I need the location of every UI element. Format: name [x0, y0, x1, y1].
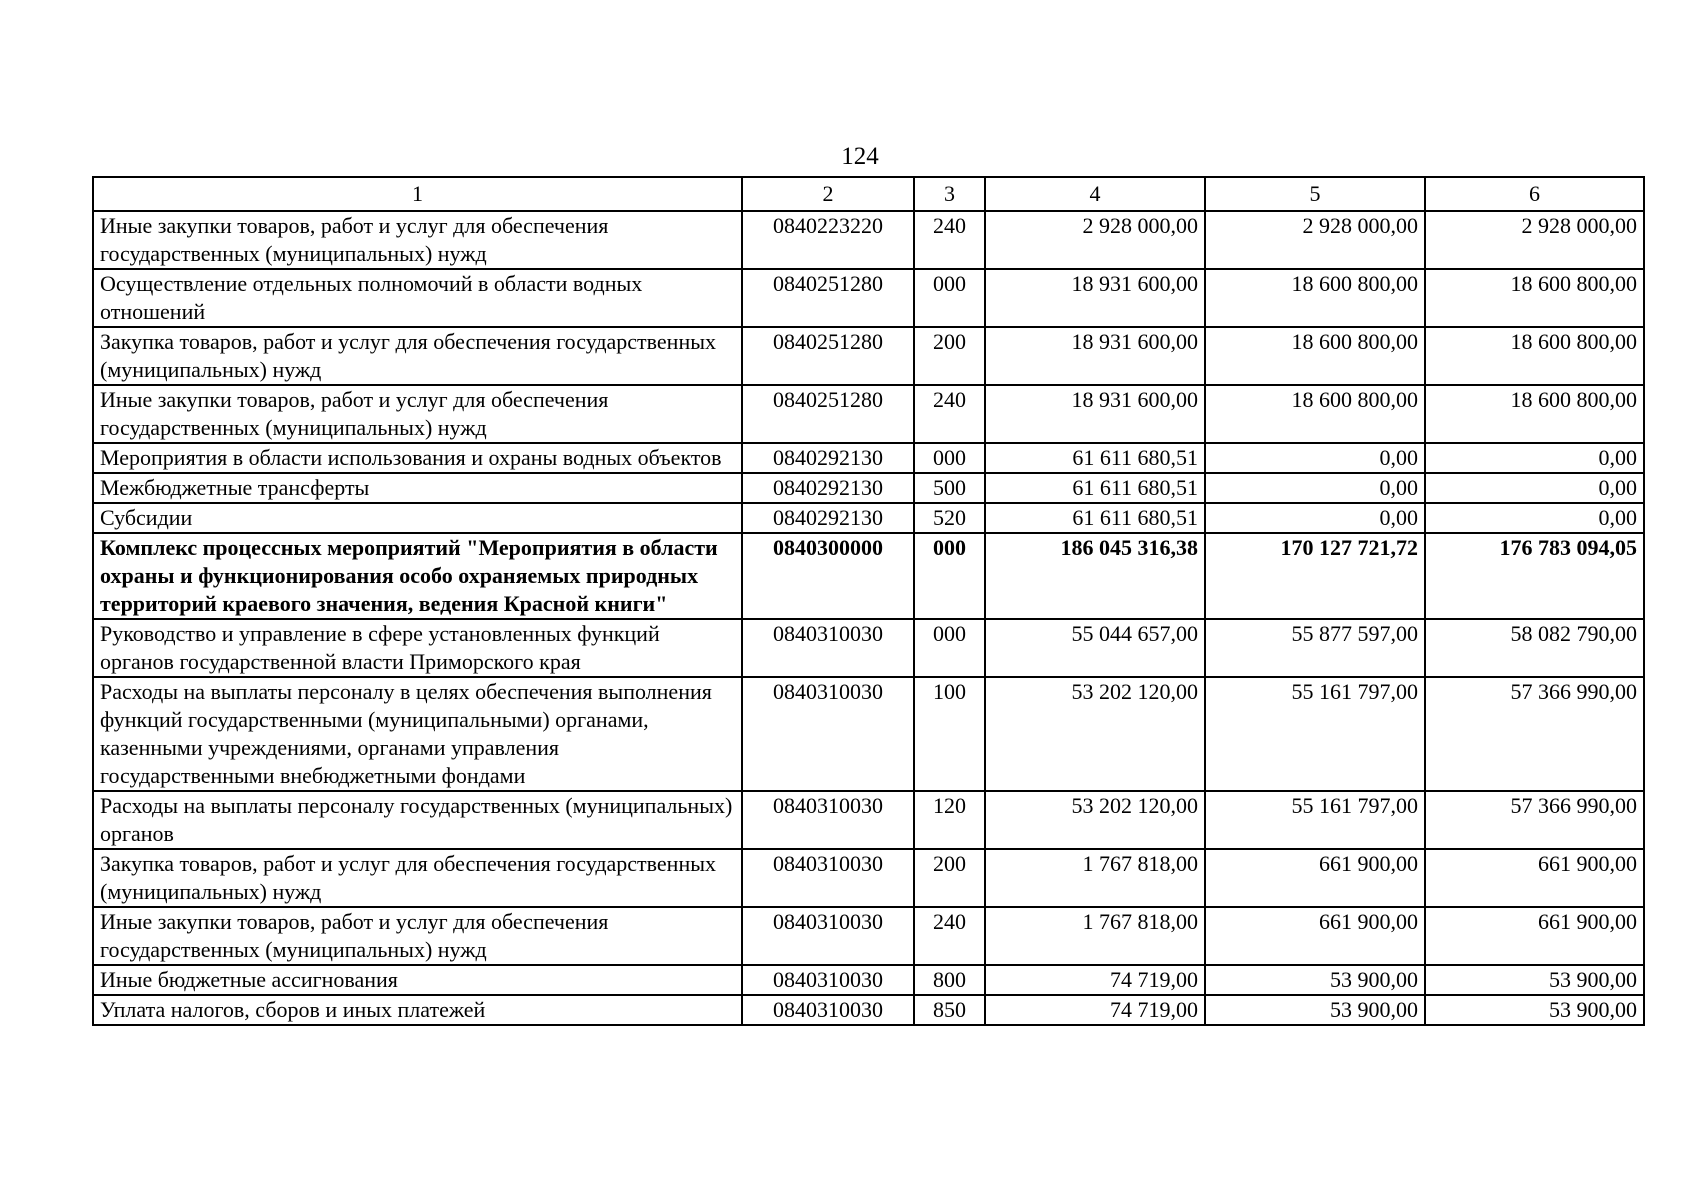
row-name-cell: Комплекс процессных мероприятий "Мероприятия в области охраны и функционирования особо охраняемых природных территорий краевого значения, ведения Красной книги" [93, 533, 742, 619]
row-name-cell: Иные бюджетные ассигнования [93, 965, 742, 995]
table-row [93, 327, 1644, 385]
column-header-6: 6 [1425, 177, 1644, 211]
row-value-col6: 0,00 [1425, 473, 1644, 503]
row-code-cell: 0840292130 [742, 503, 914, 533]
row-code-cell: 0840223220 [742, 211, 914, 269]
row-value-col6: 18 600 800,00 [1425, 269, 1644, 327]
row-type-cell: 100 [914, 677, 985, 791]
row-value-col5: 55 161 797,00 [1205, 791, 1425, 849]
row-code-cell: 0840251280 [742, 269, 914, 327]
row-code-cell: 0840310030 [742, 965, 914, 995]
row-value-col5: 55 161 797,00 [1205, 677, 1425, 791]
row-value-col5: 170 127 721,72 [1205, 533, 1425, 619]
row-code-cell: 0840251280 [742, 385, 914, 443]
row-code-cell: 0840292130 [742, 473, 914, 503]
row-name-cell: Иные закупки товаров, работ и услуг для обеспечения государственных (муниципальных) нужд [93, 907, 742, 965]
row-name-cell: Руководство и управление в сфере установленных функций органов государственной власти Приморского края [93, 619, 742, 677]
table-row [93, 995, 1644, 1025]
row-value-col6: 661 900,00 [1425, 849, 1644, 907]
column-header-1: 1 [93, 177, 742, 211]
table-row [93, 533, 1644, 619]
row-value-col6: 18 600 800,00 [1425, 327, 1644, 385]
row-code-cell: 0840310030 [742, 995, 914, 1025]
row-value-col5: 661 900,00 [1205, 849, 1425, 907]
table-row [93, 907, 1644, 965]
row-code-cell: 0840310030 [742, 677, 914, 791]
table-row [93, 849, 1644, 907]
row-code-cell: 0840300000 [742, 533, 914, 619]
row-value-col6: 2 928 000,00 [1425, 211, 1644, 269]
row-value-col4: 53 202 120,00 [985, 677, 1205, 791]
row-code-cell: 0840292130 [742, 443, 914, 473]
column-header-5: 5 [1205, 177, 1425, 211]
row-code-cell: 0840310030 [742, 791, 914, 849]
row-value-col5: 0,00 [1205, 473, 1425, 503]
row-value-col5: 55 877 597,00 [1205, 619, 1425, 677]
row-value-col5: 18 600 800,00 [1205, 269, 1425, 327]
row-value-col4: 61 611 680,51 [985, 473, 1205, 503]
table-row [93, 211, 1644, 269]
row-name-cell: Расходы на выплаты персоналу в целях обеспечения выполнения функций государственными (муниципальными) органами, казенными учреждениями, органами управления государственными внебюджетными фондами [93, 677, 742, 791]
row-value-col5: 18 600 800,00 [1205, 385, 1425, 443]
table-row [93, 791, 1644, 849]
row-code-cell: 0840310030 [742, 849, 914, 907]
budget-table [92, 176, 1645, 1026]
row-name-cell: Мероприятия в области использования и охраны водных объектов [93, 443, 742, 473]
table-row [93, 677, 1644, 791]
row-value-col5: 53 900,00 [1205, 965, 1425, 995]
row-type-cell: 200 [914, 327, 985, 385]
row-value-col6: 58 082 790,00 [1425, 619, 1644, 677]
row-value-col4: 1 767 818,00 [985, 907, 1205, 965]
table-row [93, 619, 1644, 677]
row-value-col5: 53 900,00 [1205, 995, 1425, 1025]
table-row [93, 473, 1644, 503]
row-value-col6: 18 600 800,00 [1425, 385, 1644, 443]
row-value-col6: 176 783 094,05 [1425, 533, 1644, 619]
row-code-cell: 0840310030 [742, 907, 914, 965]
row-value-col6: 0,00 [1425, 443, 1644, 473]
row-name-cell: Расходы на выплаты персоналу государственных (муниципальных) органов [93, 791, 742, 849]
row-value-col5: 661 900,00 [1205, 907, 1425, 965]
row-type-cell: 240 [914, 385, 985, 443]
table-header-row [93, 177, 1644, 211]
row-value-col6: 661 900,00 [1425, 907, 1644, 965]
row-name-cell: Закупка товаров, работ и услуг для обеспечения государственных (муниципальных) нужд [93, 327, 742, 385]
table-body [93, 211, 1644, 1025]
row-value-col4: 61 611 680,51 [985, 503, 1205, 533]
row-value-col6: 57 366 990,00 [1425, 791, 1644, 849]
row-value-col4: 1 767 818,00 [985, 849, 1205, 907]
row-value-col5: 0,00 [1205, 443, 1425, 473]
row-type-cell: 000 [914, 443, 985, 473]
row-name-cell: Уплата налогов, сборов и иных платежей [93, 995, 742, 1025]
row-value-col4: 18 931 600,00 [985, 269, 1205, 327]
row-type-cell: 000 [914, 269, 985, 327]
row-value-col4: 55 044 657,00 [985, 619, 1205, 677]
row-value-col4: 74 719,00 [985, 995, 1205, 1025]
page-number: 124 [841, 143, 879, 170]
row-name-cell: Осуществление отдельных полномочий в области водных отношений [93, 269, 742, 327]
row-name-cell: Иные закупки товаров, работ и услуг для обеспечения государственных (муниципальных) нужд [93, 385, 742, 443]
row-value-col5: 2 928 000,00 [1205, 211, 1425, 269]
row-value-col4: 53 202 120,00 [985, 791, 1205, 849]
row-value-col4: 18 931 600,00 [985, 385, 1205, 443]
row-value-col6: 57 366 990,00 [1425, 677, 1644, 791]
row-value-col4: 18 931 600,00 [985, 327, 1205, 385]
table-row [93, 503, 1644, 533]
column-header-4: 4 [985, 177, 1205, 211]
row-type-cell: 500 [914, 473, 985, 503]
row-type-cell: 200 [914, 849, 985, 907]
row-type-cell: 850 [914, 995, 985, 1025]
row-value-col4: 61 611 680,51 [985, 443, 1205, 473]
row-code-cell: 0840251280 [742, 327, 914, 385]
table-row [93, 443, 1644, 473]
row-type-cell: 240 [914, 907, 985, 965]
column-header-3: 3 [914, 177, 985, 211]
row-name-cell: Иные закупки товаров, работ и услуг для обеспечения государственных (муниципальных) нужд [93, 211, 742, 269]
row-value-col4: 2 928 000,00 [985, 211, 1205, 269]
row-type-cell: 520 [914, 503, 985, 533]
row-type-cell: 000 [914, 533, 985, 619]
row-value-col4: 74 719,00 [985, 965, 1205, 995]
table-row [93, 385, 1644, 443]
row-name-cell: Субсидии [93, 503, 742, 533]
row-value-col5: 18 600 800,00 [1205, 327, 1425, 385]
table-row [93, 965, 1644, 995]
row-type-cell: 000 [914, 619, 985, 677]
table-row [93, 269, 1644, 327]
column-header-2: 2 [742, 177, 914, 211]
row-code-cell: 0840310030 [742, 619, 914, 677]
row-value-col6: 53 900,00 [1425, 995, 1644, 1025]
row-type-cell: 120 [914, 791, 985, 849]
row-name-cell: Межбюджетные трансферты [93, 473, 742, 503]
row-type-cell: 800 [914, 965, 985, 995]
row-value-col5: 0,00 [1205, 503, 1425, 533]
row-value-col6: 0,00 [1425, 503, 1644, 533]
row-value-col4: 186 045 316,38 [985, 533, 1205, 619]
row-name-cell: Закупка товаров, работ и услуг для обеспечения государственных (муниципальных) нужд [93, 849, 742, 907]
row-value-col6: 53 900,00 [1425, 965, 1644, 995]
row-type-cell: 240 [914, 211, 985, 269]
